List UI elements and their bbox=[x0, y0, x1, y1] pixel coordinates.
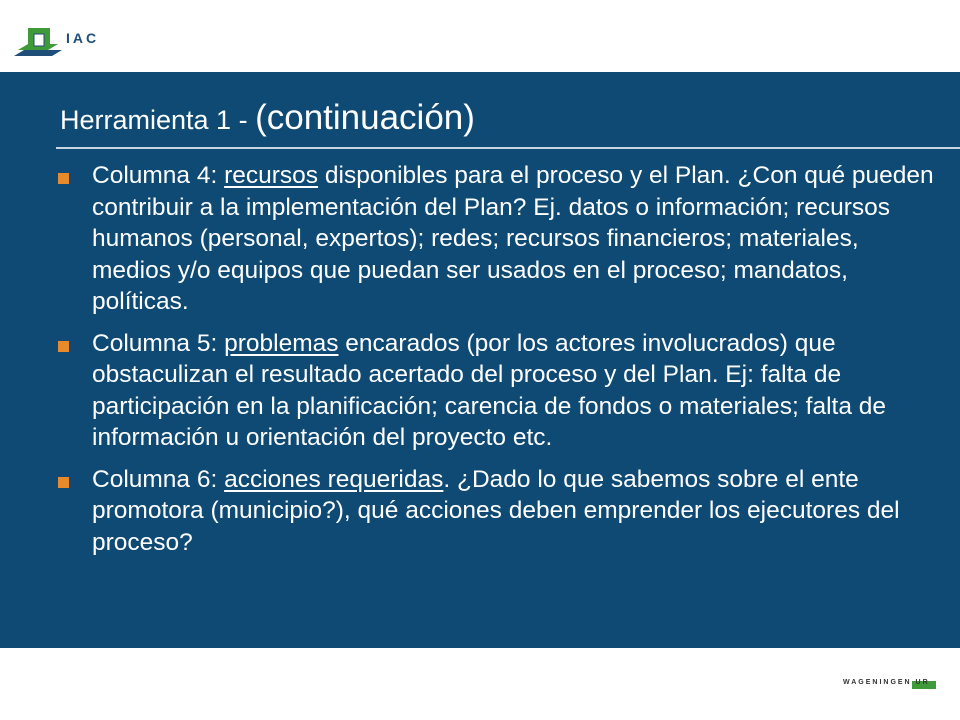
bullet-text-before: Columna 4: bbox=[92, 162, 225, 189]
title-divider bbox=[56, 147, 960, 149]
bullet-square-icon bbox=[58, 341, 69, 352]
slide-title bbox=[60, 98, 475, 138]
bullet-text-after: disponibles para el proceso y el Plan. ¿Con qué pueden contribuir a la implementación del Plan? Ej. datos o información; recursos humanos (personal, expertos); redes; recursos financieros; materiales, medios y/o equipos que puedan ser usados en el proceso; mandatos, políticas. bbox=[92, 162, 934, 315]
header-bar bbox=[0, 0, 960, 72]
bullet-square-icon bbox=[58, 173, 69, 184]
bullet-item-columna-4 bbox=[58, 160, 938, 318]
bullet-text-before: Columna 5: bbox=[92, 329, 225, 357]
bullet-keyword: recursos bbox=[224, 162, 319, 189]
footer-brand: WAGENINGEN UR bbox=[843, 679, 930, 686]
bullet-item-columna-5 bbox=[58, 328, 938, 454]
bullet-square-icon bbox=[58, 477, 69, 488]
bullet-text-before: Columna 6: bbox=[92, 465, 225, 493]
org-label: IAC bbox=[66, 30, 100, 46]
slide-content-panel bbox=[0, 72, 960, 648]
bullet-list bbox=[58, 160, 938, 568]
bullet-text-after: . ¿Dado lo que sabemos sobre el ente promotora (municipio?), qué acciones deben emprender los ejecutores del proceso? bbox=[92, 465, 900, 556]
title-prefix: Herramienta 1 - bbox=[60, 105, 256, 135]
title-main: (continuación) bbox=[255, 98, 475, 137]
bullet-keyword: problemas bbox=[224, 329, 339, 357]
bullet-keyword: acciones requeridas bbox=[224, 465, 444, 493]
bullet-item-columna-6 bbox=[58, 464, 938, 559]
bullet-text-after: encarados (por los actores involucrados) que obstaculizan el resultado acertado del proceso y del Plan. Ej: falta de participación en la planificación; carencia de fondos o materiales; falta de información u orientación del proyecto etc. bbox=[92, 329, 887, 451]
